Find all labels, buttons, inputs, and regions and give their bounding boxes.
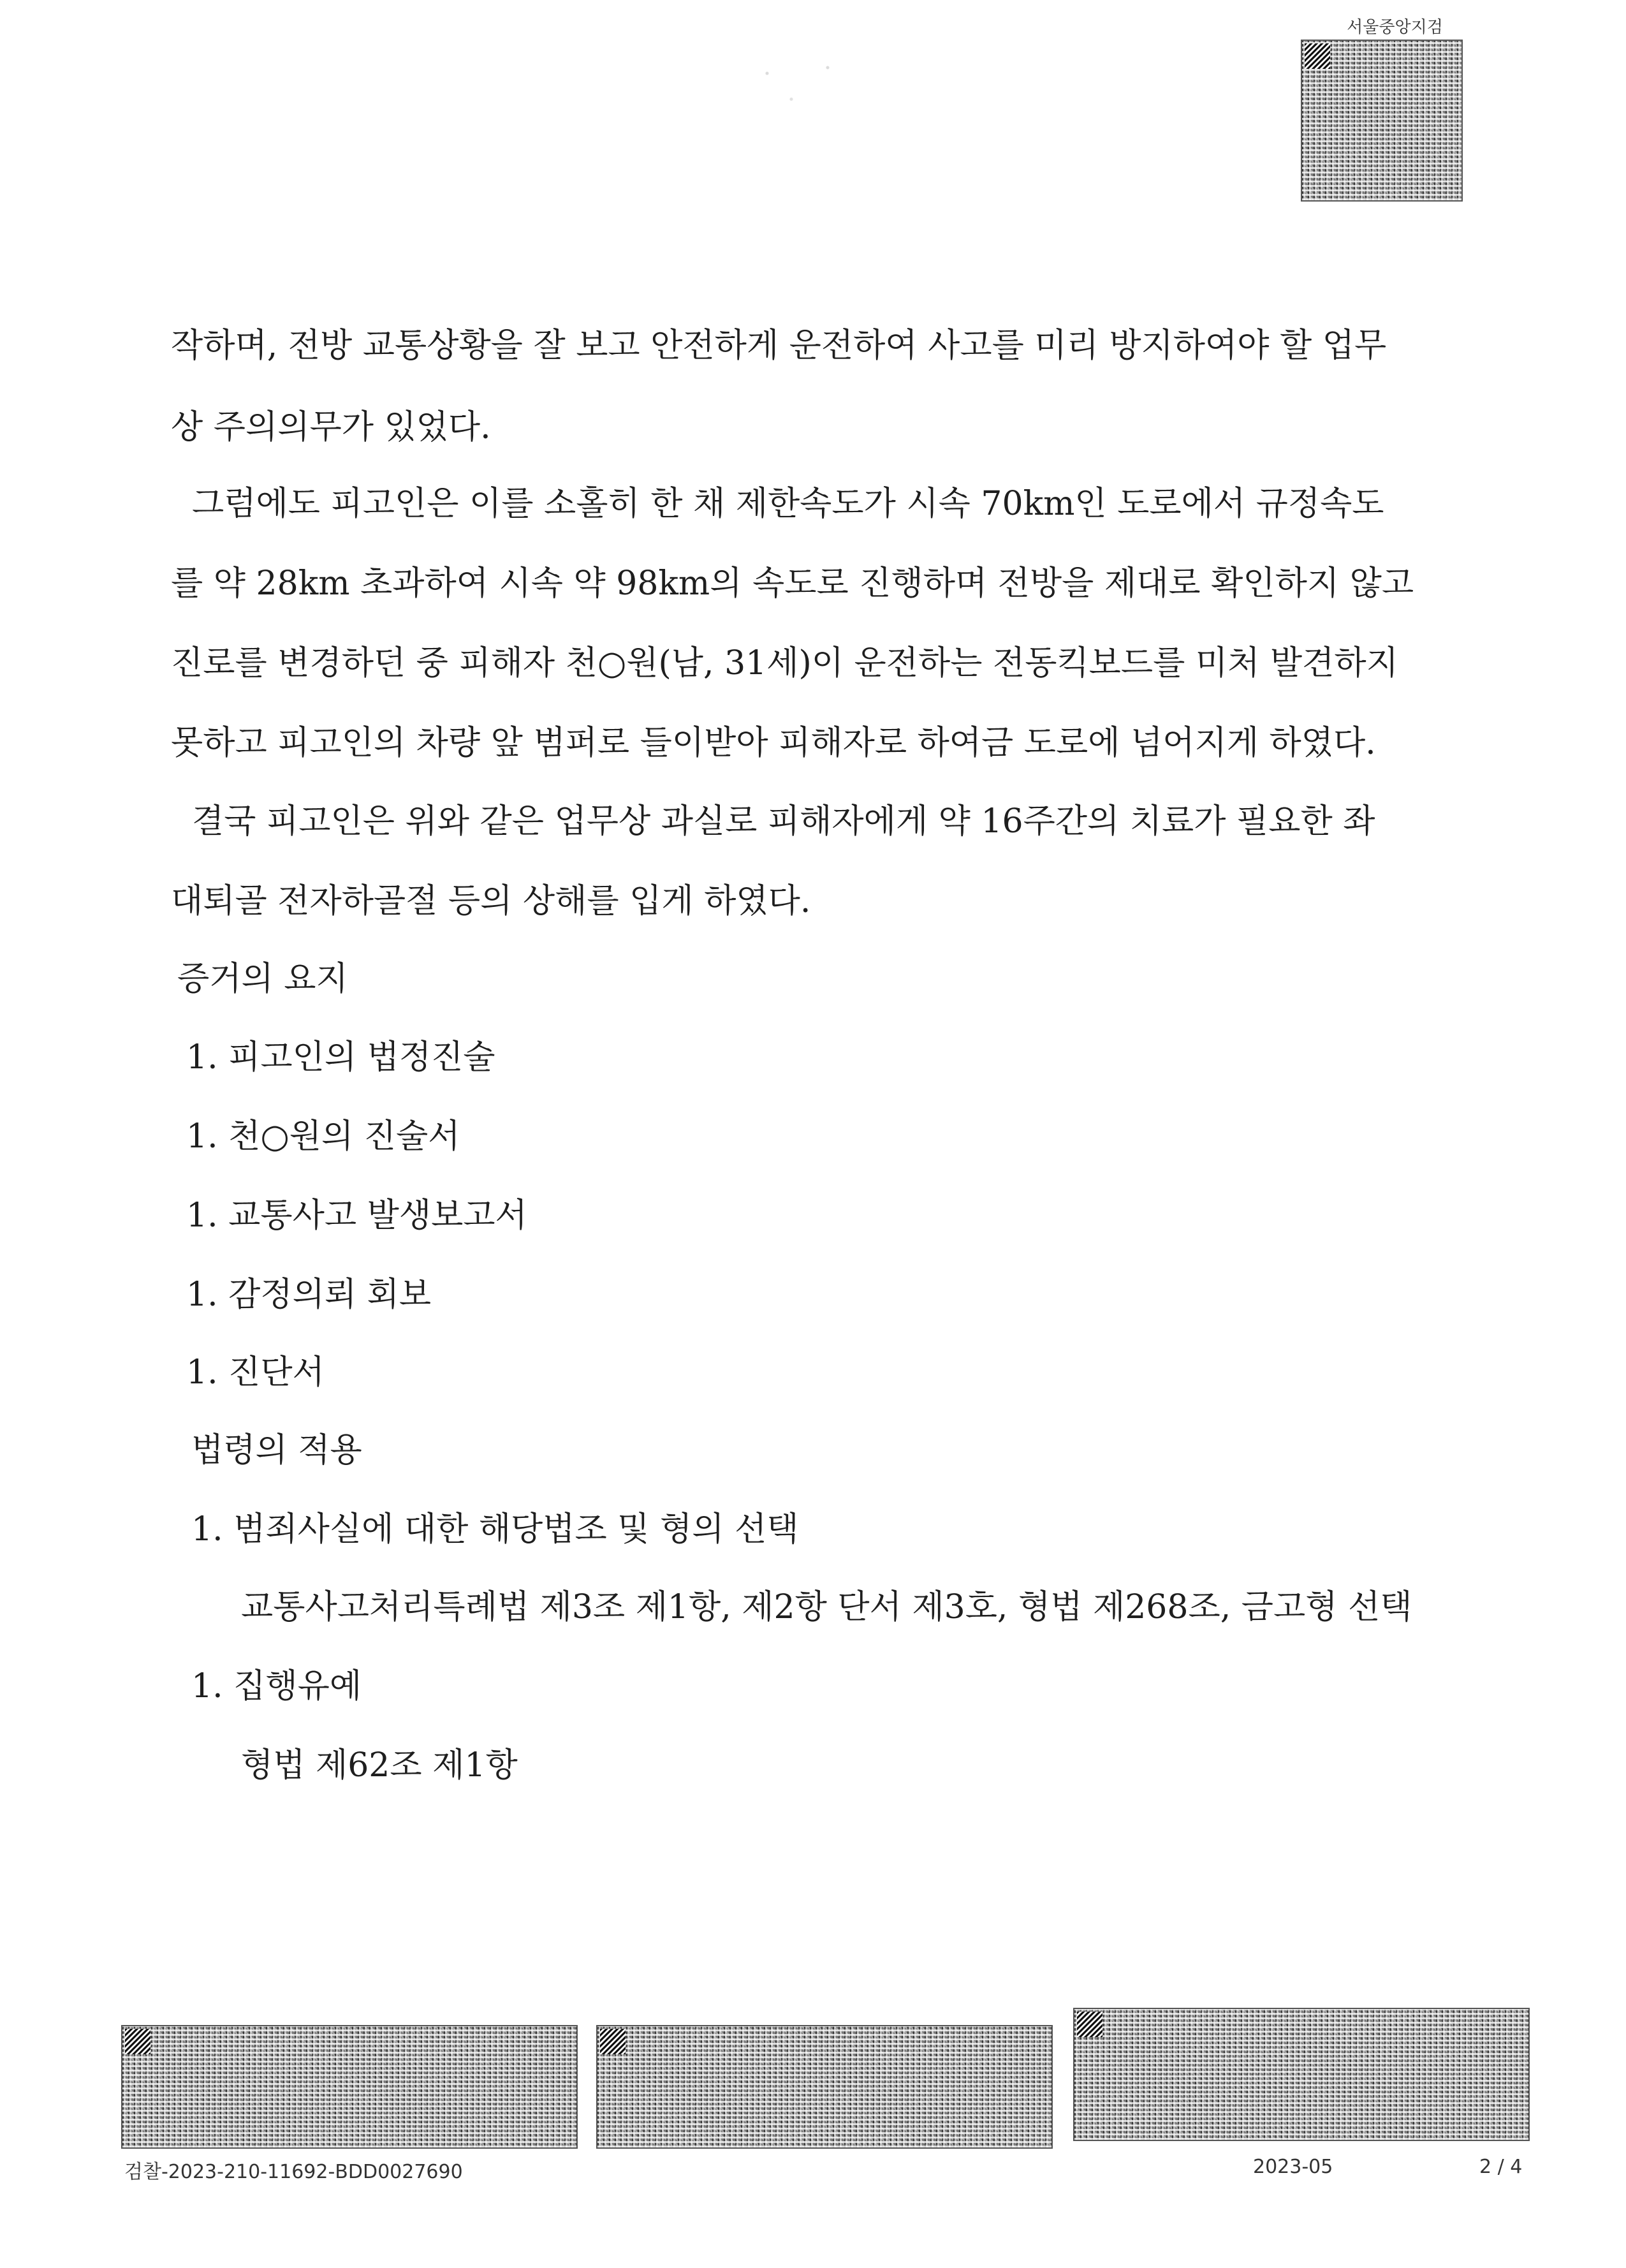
list-item-detail: 교통사고처리특례법 제3조 제1항, 제2항 단서 제3호, 형법 제268조, 금고형 선택 (241, 1588, 1412, 1626)
court-label: 서울중앙지검 (1347, 18, 1443, 37)
page-number: 2 / 4 (1479, 2156, 1523, 2178)
document-id: 검찰-2023-210-11692-BDD0027690 (124, 2161, 463, 2183)
list-item: 1. 범죄사실에 대한 해당법조 및 형의 선택 (191, 1510, 799, 1549)
document-date: 2023-05 (1253, 2156, 1333, 2178)
list-item: 1. 감정의뢰 회보 (186, 1276, 432, 1314)
body-line: 그럼에도 피고인은 이를 소홀히 한 채 제한속도가 시속 70km인 도로에서 규정속도 (171, 485, 1384, 523)
body-line: 작하며, 전방 교통상황을 잘 보고 안전하게 운전하여 사고를 미리 방지하여야 할 업무 (171, 327, 1387, 365)
section-heading: 법령의 적용 (191, 1431, 362, 1469)
qr-code (121, 2025, 578, 2149)
body-line: 대퇴골 전자하골절 등의 상해를 입게 하였다. (171, 882, 811, 920)
body-line: 상 주의의무가 있었다. (171, 408, 491, 446)
list-item: 1. 교통사고 발생보고서 (186, 1197, 527, 1235)
list-item: 1. 진단서 (186, 1353, 325, 1392)
body-line: 결국 피고인은 위와 같은 업무상 과실로 피해자에게 약 16주간의 치료가 필요한 좌 (171, 802, 1375, 841)
body-line: 진로를 변경하던 중 피해자 천○원(남, 31세)이 운전하는 전동킥보드를 미처 발견하지 (171, 644, 1398, 682)
body-line: 못하고 피고인의 차량 앞 범퍼로 들이받아 피해자로 하여금 도로에 넘어지게 하였다. (171, 724, 1376, 762)
section-heading: 증거의 요지 (177, 960, 348, 998)
list-item: 1. 천○원의 진술서 (186, 1117, 460, 1156)
list-item: 1. 집행유예 (191, 1667, 362, 1705)
list-item-detail: 형법 제62조 제1항 (241, 1746, 518, 1785)
qr-code (596, 2025, 1053, 2149)
qr-code (1073, 2008, 1530, 2141)
list-item: 1. 피고인의 법정진술 (186, 1038, 495, 1077)
body-line: 를 약 28km 초과하여 시속 약 98km의 속도로 진행하며 전방을 제대로 확인하지 않고 (171, 564, 1414, 603)
